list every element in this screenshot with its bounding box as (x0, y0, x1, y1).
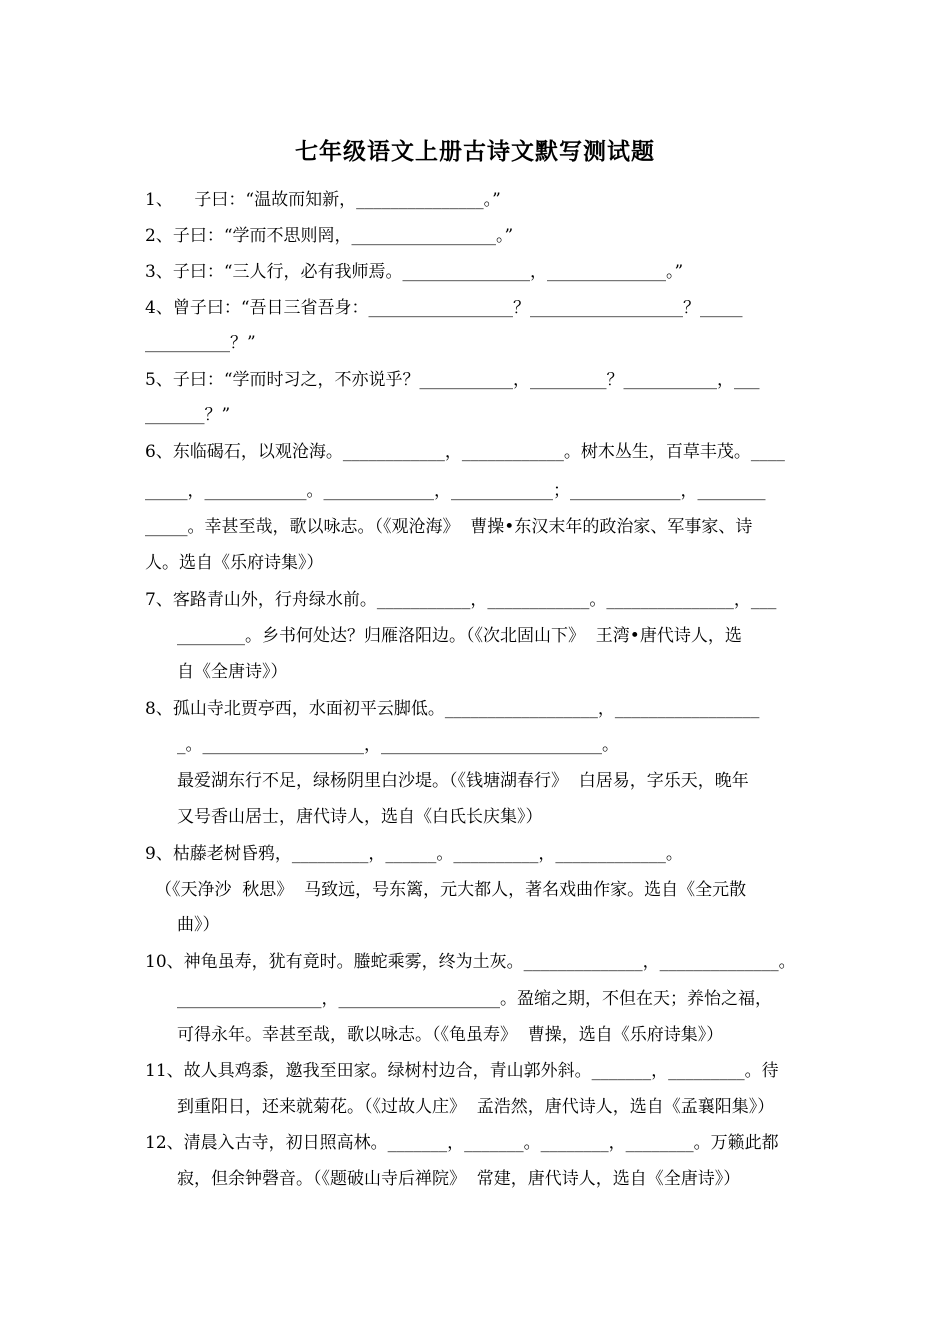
question-12-cont: 寂，但余钟磬音。（《题破山寺后禅院》 常建，唐代诗人，选自《全唐诗》） (177, 1169, 741, 1189)
question-1: 1、 子曰：“温故而知新，_______________。” (145, 190, 501, 210)
question-5: 5、子曰：“学而时习之，不亦说乎？___________，_________？___________，___ (145, 370, 760, 390)
question-11-cont: 到重阳日，还来就菊花。（《过故人庄》 孟浩然，唐代诗人，选自《孟襄阳集》） (177, 1097, 775, 1117)
question-7-cont-1: ________。乡书何处达？归雁洛阳边。（《次北固山下》 王湾•唐代诗人，选 (177, 626, 742, 646)
question-4-cont: __________？” (145, 333, 256, 353)
page-title: 七年级语文上册古诗文默写测试题 (295, 139, 655, 165)
question-2: 2、子曰：“学而不思则罔，_________________。” (145, 226, 514, 246)
question-11: 11、故人具鸡黍，邀我至田家。绿树村边合，青山郭外斜。_______，_________。待 (145, 1061, 779, 1081)
question-8-cont-3: 又号香山居士，唐代诗人，选自《白氏长庆集》） (177, 807, 543, 827)
question-12: 12、清晨入古寺，初日照高林。_______，_______。________，________。万籁此都 (145, 1133, 779, 1153)
question-5-cont: _______？” (145, 405, 231, 425)
question-6: 6、东临碣石，以观沧海。____________，____________。树木丛生，百草丰茂。____ (145, 442, 785, 462)
question-7-cont-2: 自《全唐诗》） (177, 662, 288, 682)
question-6-cont-1: _____，____________。_____________，____________；_____________，________ (145, 481, 766, 501)
question-10-cont-2: 可得永年。幸甚至哉，歌以咏志。（《龟虽寿》 曹操，选自《乐府诗集》） (177, 1025, 724, 1045)
question-9: 9、枯藤老树昏鸦，_________，______。__________，_____________。 (145, 844, 683, 864)
question-10: 10、神龟虽寿，犹有竟时。螣蛇乘雾，终为土灰。______________，______________。 (145, 952, 796, 972)
question-8: 8、孤山寺北贾亭西，水面初平云脚低。__________________，_________________ (145, 699, 760, 719)
question-4: 4、曾子曰：“吾日三省吾身：_________________？__________________？_____ (145, 298, 743, 318)
question-7: 7、客路青山外，行舟绿水前。___________，____________。_______________，___ (145, 590, 777, 610)
question-10-cont-1: _________________，___________________。盈缩之期，不但在天；养怡之福， (177, 989, 772, 1009)
question-6-cont-3: 人。选自《乐府诗集》） (145, 553, 324, 573)
question-9-cont-1: （《天净沙 秋思》 马致远，号东篱，元大都人，著名戏曲作家。选自《全元散 (155, 880, 747, 900)
question-8-cont-2: 最爱湖东行不足，绿杨阴里白沙堤。（《钱塘湖春行》 白居易，字乐天，晚年 (177, 771, 749, 791)
question-9-cont-2: 曲》） (177, 915, 220, 935)
question-8-cont-1: _。___________________，__________________________。 (177, 735, 619, 755)
question-3: 3、子曰：“三人行，必有我师焉。_______________，______________。” (145, 262, 684, 282)
question-6-cont-2: _____。幸甚至哉，歌以咏志。（《观沧海》 曹操•东汉末年的政治家、军事家、诗 (145, 517, 753, 537)
